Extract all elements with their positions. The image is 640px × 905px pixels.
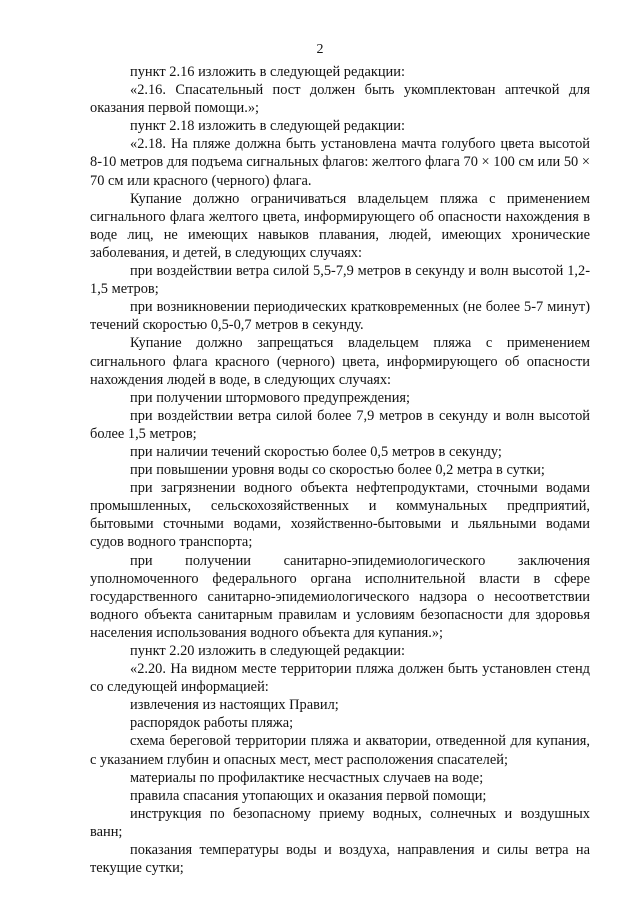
paragraph: «2.18. На пляже должна быть установлена мачта голубого цвета высотой 8-10 метров для подъема сигнальных флагов: желтого флага 70 × 100 см или 50 × 70 см или красного (черного) флага.	[90, 136, 590, 189]
paragraph: при повышении уровня воды со скоростью более 0,2 метра в сутки;	[130, 462, 545, 479]
paragraph: при загрязнении водного объекта нефтепродуктами, сточными водами промышленных, сельскохозяйственных и коммунальных предприятий, бытовыми сточными водами, хозяйственно-бытовыми и льяльными водами судов водного транспорта;	[90, 480, 590, 551]
paragraph: при получении санитарно-эпидемиологического заключения уполномоченного федерального органа исполнительной власти в сфере государственного санитарно-эпидемиологического надзора о несоответствии водного объекта санитарным правилам и условиям безопасности для здоровья населения использования водного объекта для купания.»;	[90, 552, 590, 641]
paragraph: пункт 2.18 изложить в следующей редакции:	[130, 118, 405, 135]
document-body	[90, 63, 590, 877]
paragraph: при воздействии ветра силой более 7,9 метров в секунду и волн высотой более 1,5 метров;	[90, 407, 590, 442]
paragraph: Купание должно запрещаться владельцем пляжа с применением сигнального флага красного (черного) цвета, информирующего об опасности нахождения людей в воде, в следующих случаях:	[90, 335, 590, 388]
paragraph: показания температуры воды и воздуха, направления и силы ветра на текущие сутки;	[90, 842, 590, 877]
paragraph: при воздействии ветра силой 5,5-7,9 метров в секунду и волн высотой 1,2-1,5 метров;	[90, 263, 590, 298]
page-number: 2	[316, 42, 324, 57]
paragraph: при возникновении периодических кратковременных (не более 5-7 минут) течений скоростью 0,5-0,7 метров в секунду.	[90, 299, 590, 334]
paragraph: Купание должно ограничиваться владельцем пляжа с применением сигнального флага желтого цвета, информирующего об опасности нахождения в воде лиц, не имеющих навыков плавания, людей, имеющих хронические заболевания, и детей, в следующих случаях:	[90, 190, 590, 261]
paragraph: распорядок работы пляжа;	[130, 715, 294, 732]
paragraph: при получении штормового предупреждения;	[130, 389, 411, 406]
paragraph: при наличии течений скоростью более 0,5 метров в секунду;	[130, 443, 502, 460]
paragraph: извлечения из настоящих Правил;	[130, 697, 339, 714]
paragraph: материалы по профилактике несчастных случаев на воде;	[130, 769, 484, 786]
paragraph: «2.16. Спасательный пост должен быть укомплектован аптечкой для оказания первой помощи.»;	[90, 82, 590, 117]
paragraph: инструкция по безопасному приему водных, солнечных и воздушных ванн;	[90, 805, 590, 840]
paragraph: пункт 2.20 изложить в следующей редакции:	[130, 643, 405, 659]
paragraph: схема береговой территории пляжа и акватории, отведенной для купания, с указанием глубин и опасных мест, мест расположения спасателей;	[90, 733, 590, 768]
paragraph: «2.20. На видном месте территории пляжа должен быть установлен стенд со следующей информацией:	[90, 661, 590, 696]
paragraph: пункт 2.16 изложить в следующей редакции:	[130, 64, 405, 80]
paragraph: правила спасания утопающих и оказания первой помощи;	[130, 787, 487, 804]
